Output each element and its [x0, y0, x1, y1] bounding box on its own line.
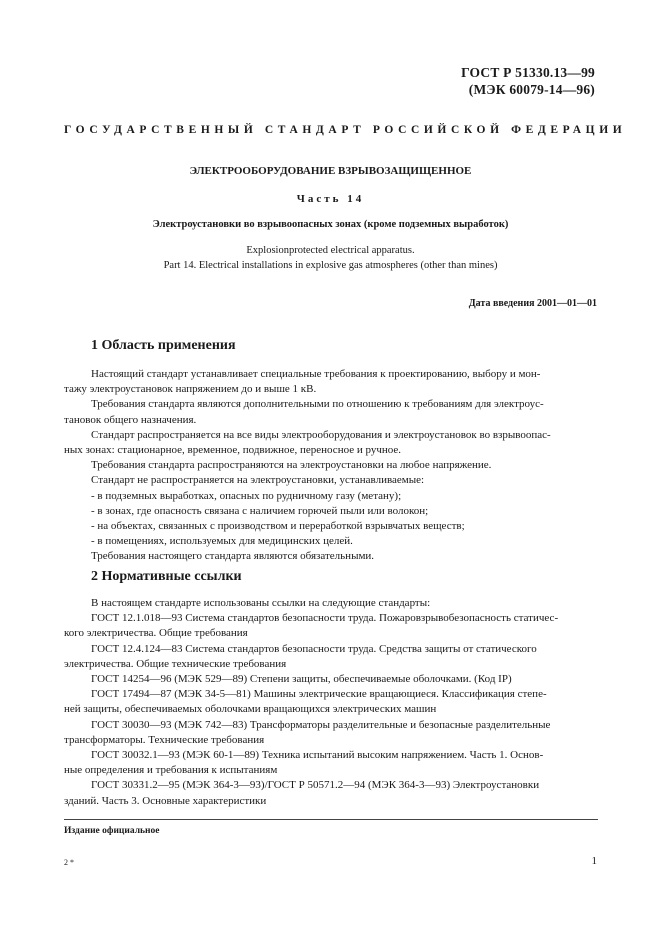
text-line: ГОСТ 30032.1—93 (МЭК 60-1—89) Техника испытаний высоким напряжением. Часть 1. Основ- [91, 749, 544, 762]
text-line: - на объектах, связанных с производством и переработкой взрывчатых веществ; [91, 520, 465, 533]
text-line: ГОСТ 30030—93 (МЭК 742—83) Трансформаторы разделительные и безопасные разделительные [91, 718, 551, 731]
section-2-body [64, 596, 598, 809]
text-line: трансформаторы. Технические требования [64, 733, 265, 746]
footer-mark: 2 * [64, 858, 74, 867]
text-line: ных зонах: стационарное, временное, подвижное, переносное и ручное. [64, 444, 402, 457]
page-number: 1 [591, 855, 597, 867]
text-line: тажу электроустановок напряжением до и выше 1 кВ. [64, 383, 317, 396]
text-line: - в подземных выработках, опасных по рудничному газу (метану); [91, 489, 402, 502]
text-line: зданий. Часть 3. Основные характеристики [64, 794, 267, 807]
text-line: электричества. Общие технические требования [64, 657, 287, 670]
english-title [64, 243, 597, 273]
text-line: Требования настоящего стандарта являются обязательными. [91, 550, 375, 563]
text-line: ГОСТ 14254—96 (МЭК 529—89) Степени защиты, обеспечиваемые оболочками. (Код IP) [91, 673, 512, 686]
section-1-body [64, 367, 598, 565]
text-line: ГОСТ 30331.2—95 (МЭК 364-3—93)/ГОСТ Р 50571.2—94 (МЭК 364-3—93) Электроустановки [91, 779, 540, 792]
footer-divider [64, 819, 598, 820]
text-line: кого электричества. Общие требования [64, 627, 248, 640]
document-title: ЭЛЕКТРООБОРУДОВАНИЕ ВЗРЫВОЗАЩИЩЕННОЕ [189, 165, 472, 177]
text-line: Требования стандарта распространяются на электроустановки на любое напряжение. [91, 459, 492, 472]
standard-number: ГОСТ Р 51330.13—99 [461, 65, 595, 80]
text-line: Стандарт не распространяется на электроустановки, устанавливаемые: [91, 474, 425, 487]
edition-label: Издание официальное [64, 826, 160, 836]
standard-designation [461, 64, 595, 98]
text-line: ГОСТ 17494—87 (МЭК 34-5—81) Машины электрические вращающиеся. Классификация степе- [91, 688, 547, 701]
english-title-line: Part 14. Electrical installations in explosive gas atmospheres (other than mines) [163, 260, 498, 271]
document-subtitle: Электроустановки во взрывоопасных зонах (кроме подземных выработок) [152, 219, 509, 230]
state-standard-banner: ГОСУДАРСТВЕННЫЙ СТАНДАРТ РОССИЙСКОЙ ФЕДЕРАЦИИ [64, 124, 627, 136]
iec-number: (МЭК 60079-14—96) [468, 82, 595, 97]
text-line: Стандарт распространяется на все виды электрооборудования и электроустановок во взрывоопас- [91, 428, 551, 441]
english-title-line: Explosionprotected electrical apparatus. [246, 245, 415, 256]
text-line: ГОСТ 12.4.124—83 Система стандартов безопасности труда. Средства защиты от статического [91, 642, 537, 655]
section-1-heading: 1 Область применения [91, 338, 236, 353]
section-2-heading: 2 Нормативные ссылки [91, 569, 242, 584]
text-line: ней защиты, обеспечиваемых оболочками вращающихся электрических машин [64, 703, 437, 716]
part-label: Часть 14 [296, 193, 365, 205]
text-line: ные определения и требования к испытаниям [64, 764, 278, 777]
text-line: ГОСТ 12.1.018—93 Система стандартов безопасности труда. Пожаровзрывобезопасность статичес- [91, 612, 559, 625]
text-line: тановок общего назначения. [64, 413, 197, 426]
introduction-date: Дата введения 2001—01—01 [468, 298, 597, 309]
text-line: Настоящий стандарт устанавливает специальные требования к проектированию, выбору и мон- [91, 368, 541, 380]
text-line: Требования стандарта являются дополнительными по отношению к требованиям для электроус- [91, 398, 544, 411]
text-line: - в помещениях, используемых для медицинских целей. [91, 535, 353, 548]
text-line: - в зонах, где опасность связана с наличием горючей пыли или волокон; [91, 504, 429, 517]
text-line: В настоящем стандарте использованы ссылки на следующие стандарты: [91, 597, 431, 609]
